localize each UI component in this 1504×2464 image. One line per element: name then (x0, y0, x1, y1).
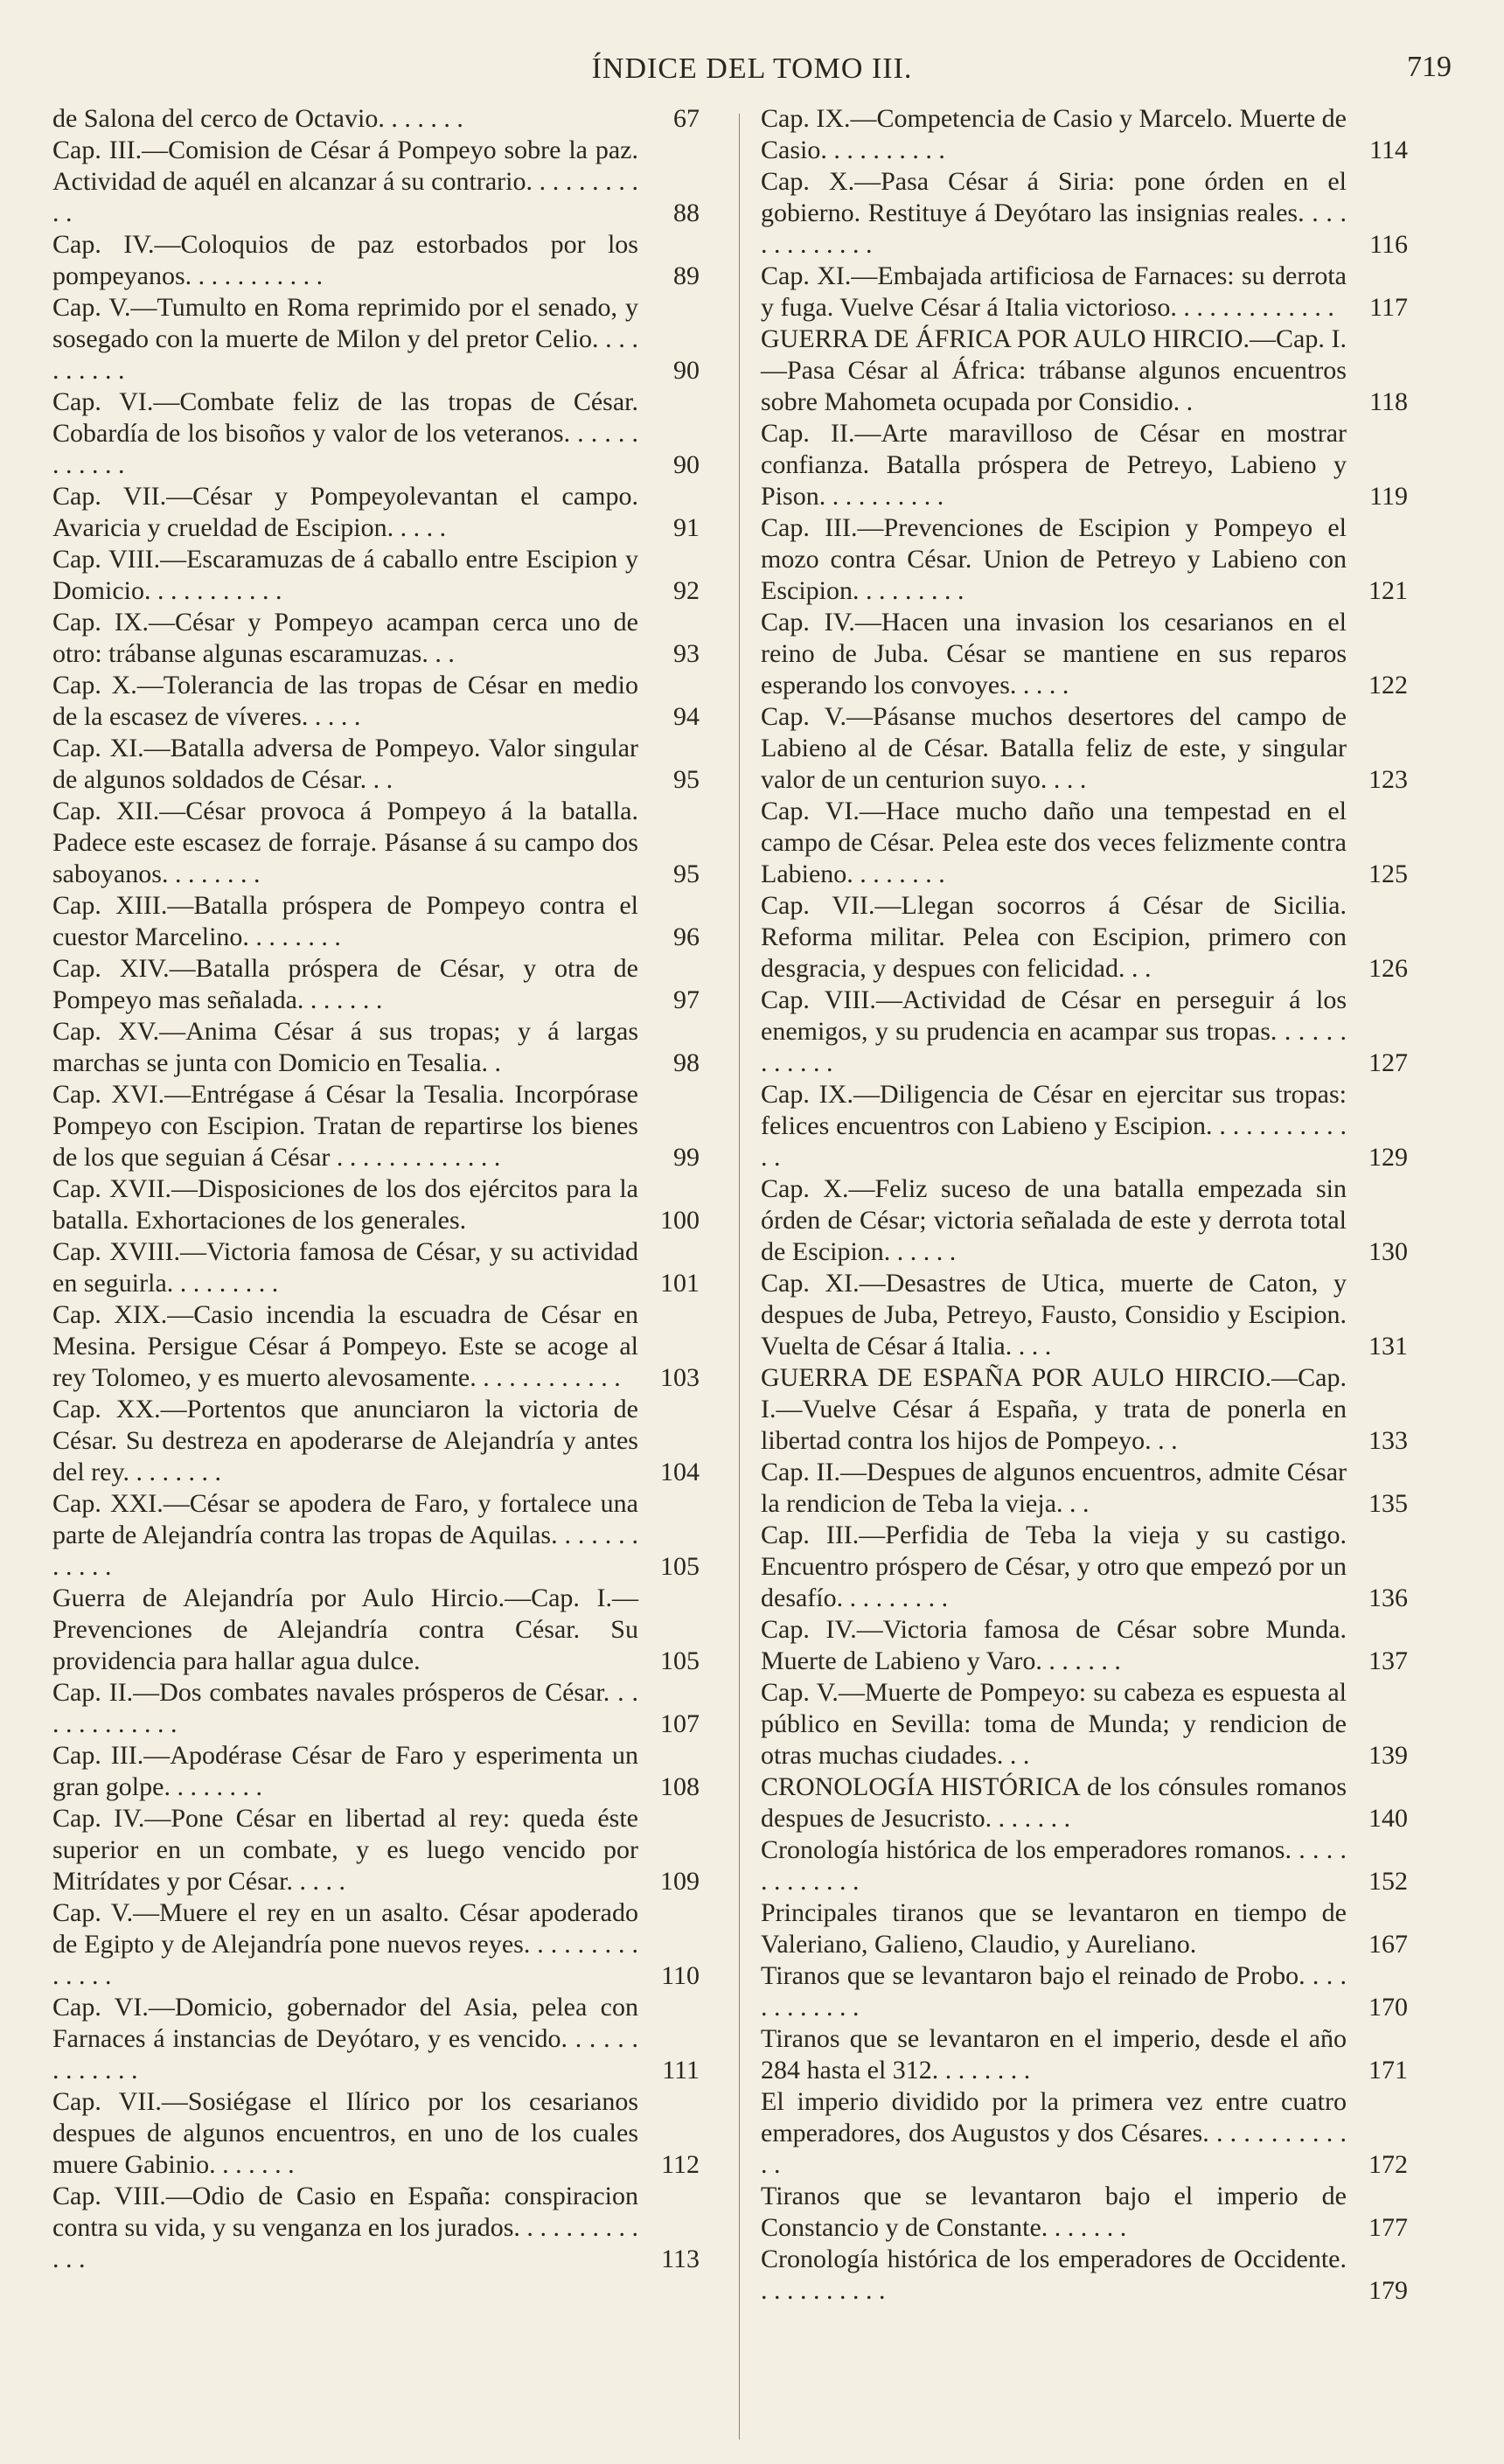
entry-page-number: 92 (673, 576, 700, 605)
entry-page-number: 171 (1368, 2056, 1408, 2085)
entry-text: Cap. XVII.—Disposiciones de los dos ejércitos para la batalla. Exhortaciones de los generales. (52, 1174, 638, 1235)
index-entry (761, 2023, 1408, 2086)
entry-page-number: 177 (1368, 2213, 1408, 2242)
entry-text: Cap. VIII.—Actividad de César en perseguir á los enemigos, y su prudencia en acampar sus tropas. . . . . . . . . . . . (761, 985, 1347, 1077)
entry-page-number: 179 (1368, 2276, 1408, 2305)
entry-text: Cap. VI.—Combate feliz de las tropas de César. Cobardía de los bisoños y valor de los veteranos. . . . . . . . . . . . (52, 387, 638, 479)
index-entry (52, 670, 700, 733)
index-entry (52, 733, 700, 796)
entry-text: de Salona del cerco de Octavio. . . . . . . (52, 104, 463, 133)
entry-page-number: 119 (1369, 482, 1408, 511)
entry-text: Cap. VII.—Llegan socorros á César de Sicilia. Reforma militar. Pelea con Escipion, primero con desgracia, y despues con felicidad. . . (761, 891, 1347, 983)
entry-text: Cap. V.—Muere el rey en un asalto. César apoderado de Egipto y de Alejandría pone nuevos reyes. . . . . . . . . . . . . . (52, 1898, 638, 1990)
entry-page-number: 98 (673, 1048, 700, 1077)
entry-text: Cap. XVI.—Entrégase á César la Tesalia. Incorpórase Pompeyo con Escipion. Tratan de repartirse los bienes de los que seguian á César . . . . . . . . . . . . . (52, 1080, 638, 1172)
entry-page-number: 96 (673, 922, 700, 951)
entry-text: Cap. VI.—Hace mucho daño una tempestad en el campo de César. Pelea este dos veces felizmente contra Labieno. . . . . . . . (761, 797, 1347, 888)
entry-text: Cronología histórica de los emperadores romanos. . . . . . . . . . . . . (761, 1835, 1347, 1896)
entry-page-number: 133 (1368, 1426, 1408, 1455)
index-entry (52, 481, 700, 544)
entry-text: Cap. III.—Apodérase César de Faro y esperimenta un gran golpe. . . . . . . . (52, 1741, 638, 1801)
entry-page-number: 140 (1368, 1804, 1408, 1833)
entry-text: CRONOLOGÍA HISTÓRICA de los cónsules romanos despues de Jesucristo. . . . . . . (761, 1772, 1347, 1833)
entry-text: Cap. XI.—Batalla adversa de Pompeyo. Valor singular de algunos soldados de César. . . (52, 734, 638, 794)
index-entry (761, 796, 1408, 890)
index-entry (52, 386, 700, 481)
entry-page-number: 95 (673, 765, 700, 794)
entry-text: Cap. III.—Perfidia de Teba la vieja y su castigo. Encuentro próspero de César, y otro que empezó por un desafío. . . . . . . . . (761, 1521, 1347, 1612)
entry-text: Principales tiranos que se levantaron en tiempo de Valeriano, Galieno, Claudio, y Aureliano. (761, 1898, 1347, 1959)
index-entry (52, 1079, 700, 1173)
entry-text: Cap. XIII.—Batalla próspera de Pompeyo contra el cuestor Marcelino. . . . . . . . (52, 891, 638, 951)
entry-page-number: 107 (660, 1709, 700, 1738)
entry-page-number: 88 (673, 198, 700, 227)
entry-page-number: 135 (1368, 1489, 1408, 1518)
entry-page-number: 117 (1369, 293, 1408, 322)
entry-page-number: 105 (660, 1646, 700, 1675)
index-entry (761, 418, 1408, 512)
entry-text: Cronología histórica de los emperadores de Occidente. . . . . . . . . . . (761, 2245, 1347, 2305)
entry-text: Cap. XVIII.—Victoria famosa de César, y su actividad en seguirla. . . . . . . . . (52, 1237, 638, 1298)
index-entry (761, 1677, 1408, 1771)
index-entry (761, 1268, 1408, 1362)
entry-text: GUERRA DE ESPAÑA POR AULO HIRCIO.—Cap. I.—Vuelve César á España, y trata de ponerla en libertad contra los hijos de Pompeyo. . . (761, 1363, 1347, 1455)
entry-text: Cap. XIX.—Casio incendia la escuadra de César en Mesina. Persigue César á Pompeyo. Este se acoge al rey Tolomeo, y es muerto alevosamente. . . . . . . . . . . . (52, 1300, 638, 1392)
entry-text: Cap. IX.—Competencia de Casio y Marcelo. Muerte de Casio. . . . . . . . . . (761, 104, 1347, 164)
entry-page-number: 108 (660, 1772, 700, 1801)
entry-text: Cap. XI.—Desastres de Utica, muerte de Caton, y despues de Juba, Petreyo, Fausto, Considio y Escipion. Vuelta de César á Italia. . . . (761, 1269, 1347, 1361)
index-entry (761, 1834, 1408, 1897)
index-entry (52, 1016, 700, 1079)
index-entry (761, 261, 1408, 324)
entry-page-number: 67 (673, 104, 700, 133)
index-entry (52, 1394, 700, 1488)
entry-text: Tiranos que se levantaron bajo el imperio de Constancio y de Constante. . . . . . . (761, 2182, 1347, 2242)
entry-text: Cap. IV.—Hacen una invasion los cesarianos en el reino de Juba. César se mantiene en sus reparos esperando los convoyes. . . . . (761, 608, 1347, 700)
index-entry (761, 1897, 1408, 1960)
entry-text: Cap. IV.—Victoria famosa de César sobre Munda. Muerte de Labieno y Varo. . . . . . . (761, 1615, 1347, 1675)
entry-page-number: 126 (1368, 954, 1408, 983)
entry-page-number: 137 (1368, 1646, 1408, 1675)
index-entry (761, 1520, 1408, 1614)
index-entry (761, 1457, 1408, 1520)
entry-page-number: 139 (1368, 1741, 1408, 1770)
entry-page-number: 95 (673, 860, 700, 888)
index-entry (52, 1488, 700, 1583)
index-entry (761, 103, 1408, 166)
entry-page-number: 131 (1368, 1332, 1408, 1361)
entry-text: Cap. XXI.—César se apodera de Faro, y fortalece una parte de Alejandría contra las tropas de Aquilas. . . . . . . . . . . . (52, 1489, 638, 1581)
index-entry (761, 607, 1408, 701)
entry-text: Cap. IV.—Pone César en libertad al rey: queda éste superior en un combate, y es luego vencido por Mitrídates y por César. . . . . (52, 1804, 638, 1896)
index-entry (761, 512, 1408, 607)
running-title: ÍNDICE DEL TOMO III. (591, 52, 913, 85)
entry-text: Cap. X.—Feliz suceso de una batalla empezada sin órden de César; victoria señalada de este y derrota total de Escipion. . . . . . (761, 1174, 1347, 1266)
index-entry (52, 1583, 700, 1677)
entry-text: Cap. XX.—Portentos que anunciaron la victoria de César. Su destreza en apoderarse de Alejandría y antes del rey. . . . . . . . (52, 1395, 638, 1486)
index-entry (761, 2244, 1408, 2307)
entry-page-number: 90 (673, 356, 700, 385)
index-entry (52, 2086, 700, 2181)
index-entry (761, 166, 1408, 261)
entry-text: Cap. V.—Pásanse muchos desertores del campo de Labieno al de César. Batalla feliz de este, y singular valor de un centurion suyo. . . . (761, 702, 1347, 794)
column-divider (739, 114, 740, 2440)
entry-text: Cap. IX.—César y Pompeyo acampan cerca uno de otro: trábanse algunas escaramuzas. . . (52, 608, 638, 668)
index-entry (52, 229, 700, 292)
index-entry (52, 135, 700, 229)
entry-page-number: 99 (673, 1143, 700, 1172)
index-entry (52, 1299, 700, 1394)
entry-text: Cap. XV.—Anima César á sus tropas; y á largas marchas se junta con Domicio en Tesalia. . (52, 1017, 638, 1077)
entry-text: Cap. VIII.—Escaramuzas de á caballo entre Escipion y Domicio. . . . . . . . . . . (52, 545, 638, 605)
index-entry (761, 324, 1408, 418)
entry-page-number: 167 (1368, 1930, 1408, 1959)
entry-text: Cap. III.—Prevenciones de Escipion y Pompeyo el mozo contra César. Union de Petreyo y Labieno con Escipion. . . . . . . . . (761, 513, 1347, 605)
entry-text: Cap. VIII.—Odio de Casio en España: conspiracion contra su vida, y su venganza en los jurados. . . . . . . . . . . . . (52, 2182, 638, 2273)
entry-text: Cap. II.—Dos combates navales prósperos de César. . . . . . . . . . . . . (52, 1678, 638, 1738)
entry-page-number: 91 (673, 513, 700, 542)
entry-page-number: 125 (1368, 860, 1408, 888)
entry-page-number: 104 (660, 1458, 700, 1486)
left-column (52, 103, 700, 2275)
entry-page-number: 97 (673, 985, 700, 1014)
entry-text: Cap. VII.—Sosiégase el Ilírico por los cesarianos despues de algunos encuentros, en uno de los cuales muere Gabinio. . . . . . . (52, 2087, 638, 2179)
entry-text: Cap. XII.—César provoca á Pompeyo á la batalla. Padece este escasez de forraje. Pásanse á su campo dos saboyanos. . . . . . . . (52, 797, 638, 888)
index-entry (52, 1897, 700, 1992)
entry-page-number: 111 (662, 2056, 700, 2085)
index-entry (761, 1960, 1408, 2023)
entry-text: Cap. VII.—César y Pompeyolevantan el campo. Avaricia y crueldad de Escipion. . . . . (52, 482, 638, 542)
entry-text: Cap. X.—Pasa César á Siria: pone órden en el gobierno. Restituye á Deyótaro las insignias reales. . . . . . . . . . . . . (761, 167, 1347, 259)
entry-page-number: 152 (1368, 1867, 1408, 1896)
entry-page-number: 93 (673, 639, 700, 668)
entry-page-number: 129 (1368, 1143, 1408, 1172)
entry-text: Cap. III.—Comision de César á Pompeyo sobre la paz. Actividad de aquél en alcanzar á su contrario. . . . . . . . . . . (52, 136, 638, 227)
entry-page-number: 113 (661, 2245, 700, 2273)
index-entry (761, 985, 1408, 1079)
entry-text: Guerra de Alejandría por Aulo Hircio.—Cap. I.—Prevenciones de Alejandría contra César. Su providencia para hallar agua dulce. (52, 1584, 638, 1675)
entry-page-number: 112 (661, 2150, 700, 2179)
entry-page-number: 90 (673, 450, 700, 479)
entry-page-number: 89 (673, 261, 700, 290)
entry-page-number: 170 (1368, 1993, 1408, 2022)
entry-text: Cap. IV.—Coloquios de paz estorbados por los pompeyanos. . . . . . . . . . . (52, 230, 638, 290)
entry-page-number: 172 (1368, 2150, 1408, 2179)
index-entry (761, 1079, 1408, 1173)
index-entry (52, 1173, 700, 1236)
index-entry (52, 1992, 700, 2086)
entry-page-number: 105 (660, 1552, 700, 1581)
index-entry (52, 544, 700, 607)
index-entry (761, 701, 1408, 796)
index-entry (52, 1803, 700, 1897)
entry-page-number: 130 (1368, 1237, 1408, 1266)
page-number: 719 (1407, 51, 1452, 83)
index-entry (761, 2086, 1408, 2181)
index-entry (52, 1236, 700, 1299)
index-entry (52, 2181, 700, 2275)
index-entry (761, 890, 1408, 985)
index-entry (52, 1677, 700, 1740)
entry-page-number: 109 (660, 1867, 700, 1896)
entry-text: Cap. XIV.—Batalla próspera de César, y otra de Pompeyo mas señalada. . . . . . . (52, 954, 638, 1014)
entry-page-number: 121 (1368, 576, 1408, 605)
entry-page-number: 116 (1369, 230, 1408, 259)
entry-text: El imperio dividido por la primera vez entre cuatro emperadores, dos Augustos y dos Césares. . . . . . . . . . . . . (761, 2087, 1347, 2179)
entry-text: Cap. IX.—Diligencia de César en ejercitar sus tropas: felices encuentros con Labieno y Escipion. . . . . . . . . . . . . (761, 1080, 1347, 1172)
entry-page-number: 110 (661, 1961, 700, 1990)
entry-text: Tiranos que se levantaron en el imperio, desde el año 284 hasta el 312. . . . . . . . (761, 2024, 1347, 2085)
entry-page-number: 118 (1369, 387, 1408, 416)
entry-text: Cap. XI.—Embajada artificiosa de Farnaces: su derrota y fuga. Vuelve César á Italia victorioso. . . . . . . . . . . . . (761, 261, 1347, 322)
index-entry (761, 1362, 1408, 1457)
entry-page-number: 114 (1369, 136, 1408, 164)
entry-page-number: 101 (660, 1269, 700, 1298)
entry-page-number: 100 (660, 1206, 700, 1235)
index-entry (52, 890, 700, 953)
index-entry (761, 1614, 1408, 1677)
index-entry (52, 292, 700, 386)
entry-text: Tiranos que se levantaron bajo el reinado de Probo. . . . . . . . . . . . (761, 1961, 1347, 2022)
entry-page-number: 103 (660, 1363, 700, 1392)
index-entry (761, 1173, 1408, 1268)
entry-text: Cap. V.—Tumulto en Roma reprimido por el senado, y sosegado con la muerte de Milon y del pretor Celio. . . . . . . . . . (52, 293, 638, 385)
index-entry (52, 607, 700, 670)
entry-page-number: 122 (1368, 671, 1408, 700)
entry-text: GUERRA DE ÁFRICA POR AULO HIRCIO.—Cap. I.—Pasa César al África: trábanse algunos encuentros sobre Mahometa ocupada por Considio. . (761, 324, 1347, 416)
entry-text: Cap. V.—Muerte de Pompeyo: su cabeza es espuesta al público en Sevilla: toma de Munda; y rendicion de otras muchas ciudades. . . (761, 1678, 1347, 1770)
index-entry (52, 1740, 700, 1803)
entry-page-number: 94 (673, 702, 700, 731)
index-entry (761, 1771, 1408, 1834)
entry-text: Cap. X.—Tolerancia de las tropas de César en medio de la escasez de víveres. . . . . (52, 671, 638, 731)
index-entry (761, 2181, 1408, 2244)
entry-page-number: 136 (1368, 1584, 1408, 1612)
index-entry (52, 796, 700, 890)
index-entry (52, 103, 700, 135)
entry-text: Cap. II.—Arte maravilloso de César en mostrar confianza. Batalla próspera de Petreyo, Labieno y Pison. . . . . . . . . . (761, 419, 1347, 511)
index-entry (52, 953, 700, 1016)
entry-page-number: 127 (1368, 1048, 1408, 1077)
right-column (761, 103, 1408, 2307)
entry-text: Cap. VI.—Domicio, gobernador del Asia, pelea con Farnaces á instancias de Deyótaro, y es vencido. . . . . . . . . . . . . (52, 1993, 638, 2085)
entry-text: Cap. II.—Despues de algunos encuentros, admite César la rendicion de Teba la vieja. . . (761, 1458, 1347, 1518)
entry-page-number: 123 (1368, 765, 1408, 794)
